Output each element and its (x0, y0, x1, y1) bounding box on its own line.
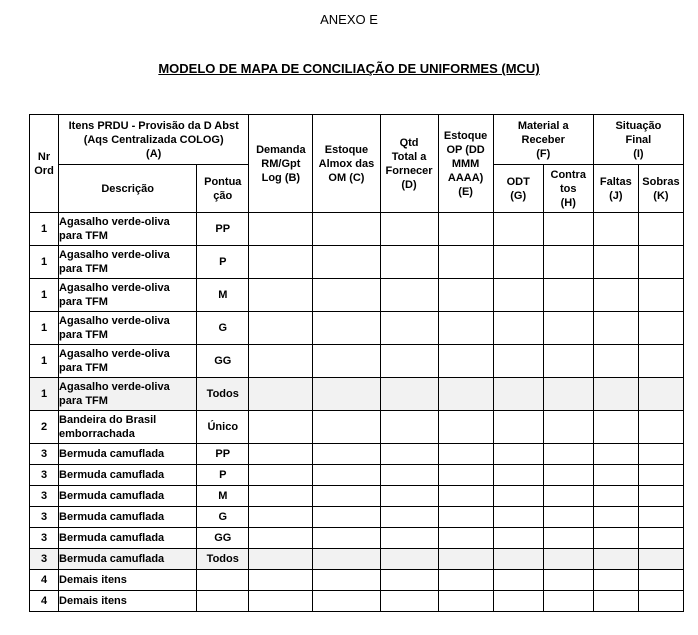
odt-cell (493, 549, 543, 570)
demanda-cell (249, 213, 313, 246)
qtd-cell (380, 213, 438, 246)
odt-cell (493, 444, 543, 465)
table-row (30, 570, 684, 591)
nr-ord-cell: 1 (30, 213, 59, 246)
contratos-cell (543, 213, 593, 246)
descricao-cell: Agasalho verde-oliva para TFM (59, 246, 197, 279)
estoque-almox-cell (313, 570, 380, 591)
sobras-cell (638, 507, 683, 528)
header-nr-ord: Nr Ord (30, 115, 59, 213)
pontuacao-cell: Todos (197, 549, 249, 570)
demanda-cell (249, 486, 313, 507)
estoque-op-cell (438, 444, 493, 465)
document-title: MODELO DE MAPA DE CONCILIAÇÃO DE UNIFORMES (MCU) (158, 61, 540, 76)
odt-cell (493, 591, 543, 612)
nr-ord-cell: 3 (30, 528, 59, 549)
odt-cell (493, 312, 543, 345)
estoque-almox-cell (313, 213, 380, 246)
contratos-cell (543, 570, 593, 591)
demanda-cell (249, 411, 313, 444)
estoque-op-cell (438, 486, 493, 507)
demanda-cell (249, 570, 313, 591)
faltas-cell (593, 570, 638, 591)
table-row (30, 528, 684, 549)
sobras-cell (638, 549, 683, 570)
qtd-cell (380, 345, 438, 378)
header-descricao: Descrição (59, 165, 197, 213)
header-material-receber: Material a Receber (F) (493, 115, 593, 165)
sobras-cell (638, 570, 683, 591)
table-row (30, 465, 684, 486)
estoque-almox-cell (313, 549, 380, 570)
header-contratos: Contra tos (H) (543, 165, 593, 213)
table-row (30, 507, 684, 528)
odt-cell (493, 507, 543, 528)
nr-ord-cell: 3 (30, 444, 59, 465)
descricao-cell: Bermuda camuflada (59, 486, 197, 507)
contratos-cell (543, 246, 593, 279)
sobras-cell (638, 246, 683, 279)
odt-cell (493, 378, 543, 411)
nr-ord-cell: 1 (30, 246, 59, 279)
contratos-cell (543, 465, 593, 486)
descricao-cell: Demais itens (59, 570, 197, 591)
header-estoque-almox: Estoque Almox das OM (C) (313, 115, 380, 213)
table-row (30, 279, 684, 312)
sobras-cell (638, 378, 683, 411)
contratos-cell (543, 411, 593, 444)
estoque-op-cell (438, 507, 493, 528)
header-odt: ODT (G) (493, 165, 543, 213)
sobras-cell (638, 312, 683, 345)
sobras-cell (638, 486, 683, 507)
demanda-cell (249, 246, 313, 279)
demanda-cell (249, 378, 313, 411)
reconciliation-table (29, 114, 684, 612)
odt-cell (493, 279, 543, 312)
estoque-op-cell (438, 570, 493, 591)
header-estoque-op: Estoque OP (DD MMM AAAA) (E) (438, 115, 493, 213)
descricao-cell: Demais itens (59, 591, 197, 612)
odt-cell (493, 246, 543, 279)
nr-ord-cell: 3 (30, 465, 59, 486)
odt-cell (493, 411, 543, 444)
contratos-cell (543, 591, 593, 612)
table-row (30, 312, 684, 345)
header-sobras: Sobras (K) (638, 165, 683, 213)
header-demanda: Demanda RM/Gpt Log (B) (249, 115, 313, 213)
qtd-cell (380, 591, 438, 612)
demanda-cell (249, 465, 313, 486)
pontuacao-cell: PP (197, 444, 249, 465)
pontuacao-cell: M (197, 279, 249, 312)
contratos-cell (543, 507, 593, 528)
contratos-cell (543, 279, 593, 312)
faltas-cell (593, 378, 638, 411)
estoque-almox-cell (313, 465, 380, 486)
faltas-cell (593, 411, 638, 444)
descricao-cell: Bandeira do Brasil emborrachada (59, 411, 197, 444)
header-pontuacao: Pontua ção (197, 165, 249, 213)
sobras-cell (638, 444, 683, 465)
descricao-cell: Agasalho verde-oliva para TFM (59, 345, 197, 378)
faltas-cell (593, 279, 638, 312)
qtd-cell (380, 570, 438, 591)
estoque-almox-cell (313, 279, 380, 312)
qtd-cell (380, 279, 438, 312)
demanda-cell (249, 279, 313, 312)
pontuacao-cell: G (197, 312, 249, 345)
sobras-cell (638, 591, 683, 612)
pontuacao-cell: P (197, 465, 249, 486)
nr-ord-cell: 1 (30, 345, 59, 378)
nr-ord-cell: 3 (30, 507, 59, 528)
table-row (30, 486, 684, 507)
estoque-almox-cell (313, 486, 380, 507)
odt-cell (493, 465, 543, 486)
sobras-cell (638, 345, 683, 378)
nr-ord-cell: 2 (30, 411, 59, 444)
odt-cell (493, 486, 543, 507)
table-row (30, 591, 684, 612)
odt-cell (493, 213, 543, 246)
nr-ord-cell: 4 (30, 570, 59, 591)
demanda-cell (249, 345, 313, 378)
qtd-cell (380, 465, 438, 486)
odt-cell (493, 345, 543, 378)
sobras-cell (638, 279, 683, 312)
odt-cell (493, 528, 543, 549)
contratos-cell (543, 528, 593, 549)
pontuacao-cell (197, 570, 249, 591)
estoque-op-cell (438, 465, 493, 486)
sobras-cell (638, 213, 683, 246)
demanda-cell (249, 312, 313, 345)
estoque-almox-cell (313, 378, 380, 411)
demanda-cell (249, 528, 313, 549)
faltas-cell (593, 591, 638, 612)
descricao-cell: Agasalho verde-oliva para TFM (59, 213, 197, 246)
qtd-cell (380, 528, 438, 549)
qtd-cell (380, 246, 438, 279)
pontuacao-cell: GG (197, 345, 249, 378)
header-qtd-total: Qtd Total a Fornecer (D) (380, 115, 438, 213)
estoque-almox-cell (313, 507, 380, 528)
pontuacao-cell: Todos (197, 378, 249, 411)
estoque-op-cell (438, 345, 493, 378)
contratos-cell (543, 444, 593, 465)
estoque-op-cell (438, 591, 493, 612)
faltas-cell (593, 444, 638, 465)
descricao-cell: Bermuda camuflada (59, 465, 197, 486)
table-row (30, 246, 684, 279)
faltas-cell (593, 528, 638, 549)
odt-cell (493, 570, 543, 591)
header-situacao-final: Situação Final (I) (593, 115, 683, 165)
descricao-cell: Bermuda camuflada (59, 549, 197, 570)
faltas-cell (593, 312, 638, 345)
demanda-cell (249, 507, 313, 528)
nr-ord-cell: 4 (30, 591, 59, 612)
nr-ord-cell: 1 (30, 378, 59, 411)
demanda-cell (249, 591, 313, 612)
qtd-cell (380, 507, 438, 528)
qtd-cell (380, 486, 438, 507)
pontuacao-cell: PP (197, 213, 249, 246)
annex-label: ANEXO E (320, 12, 378, 27)
estoque-almox-cell (313, 411, 380, 444)
descricao-cell: Bermuda camuflada (59, 528, 197, 549)
qtd-cell (380, 444, 438, 465)
nr-ord-cell: 1 (30, 312, 59, 345)
estoque-op-cell (438, 411, 493, 444)
faltas-cell (593, 507, 638, 528)
faltas-cell (593, 486, 638, 507)
faltas-cell (593, 549, 638, 570)
descricao-cell: Agasalho verde-oliva para TFM (59, 312, 197, 345)
estoque-op-cell (438, 378, 493, 411)
qtd-cell (380, 411, 438, 444)
table-row (30, 345, 684, 378)
faltas-cell (593, 213, 638, 246)
estoque-op-cell (438, 312, 493, 345)
estoque-almox-cell (313, 591, 380, 612)
estoque-op-cell (438, 213, 493, 246)
estoque-op-cell (438, 528, 493, 549)
header-faltas: Faltas (J) (593, 165, 638, 213)
contratos-cell (543, 486, 593, 507)
table-row (30, 213, 684, 246)
descricao-cell: Agasalho verde-oliva para TFM (59, 378, 197, 411)
descricao-cell: Bermuda camuflada (59, 507, 197, 528)
contratos-cell (543, 378, 593, 411)
nr-ord-cell: 1 (30, 279, 59, 312)
estoque-almox-cell (313, 246, 380, 279)
nr-ord-cell: 3 (30, 486, 59, 507)
descricao-cell: Bermuda camuflada (59, 444, 197, 465)
faltas-cell (593, 345, 638, 378)
pontuacao-cell (197, 591, 249, 612)
qtd-cell (380, 549, 438, 570)
estoque-op-cell (438, 549, 493, 570)
sobras-cell (638, 465, 683, 486)
table-row (30, 411, 684, 444)
estoque-op-cell (438, 279, 493, 312)
contratos-cell (543, 345, 593, 378)
header-itens-prdu: Itens PRDU - Provisão da D Abst (Aqs Centralizada COLOG) (A) (59, 115, 249, 165)
pontuacao-cell: P (197, 246, 249, 279)
faltas-cell (593, 246, 638, 279)
table-row (30, 378, 684, 411)
estoque-almox-cell (313, 444, 380, 465)
estoque-almox-cell (313, 345, 380, 378)
pontuacao-cell: M (197, 486, 249, 507)
table-row (30, 444, 684, 465)
demanda-cell (249, 444, 313, 465)
estoque-op-cell (438, 246, 493, 279)
pontuacao-cell: GG (197, 528, 249, 549)
table-row (30, 549, 684, 570)
estoque-almox-cell (313, 312, 380, 345)
nr-ord-cell: 3 (30, 549, 59, 570)
estoque-almox-cell (313, 528, 380, 549)
pontuacao-cell: Único (197, 411, 249, 444)
pontuacao-cell: G (197, 507, 249, 528)
descricao-cell: Agasalho verde-oliva para TFM (59, 279, 197, 312)
qtd-cell (380, 378, 438, 411)
qtd-cell (380, 312, 438, 345)
contratos-cell (543, 549, 593, 570)
contratos-cell (543, 312, 593, 345)
sobras-cell (638, 411, 683, 444)
sobras-cell (638, 528, 683, 549)
demanda-cell (249, 549, 313, 570)
faltas-cell (593, 465, 638, 486)
